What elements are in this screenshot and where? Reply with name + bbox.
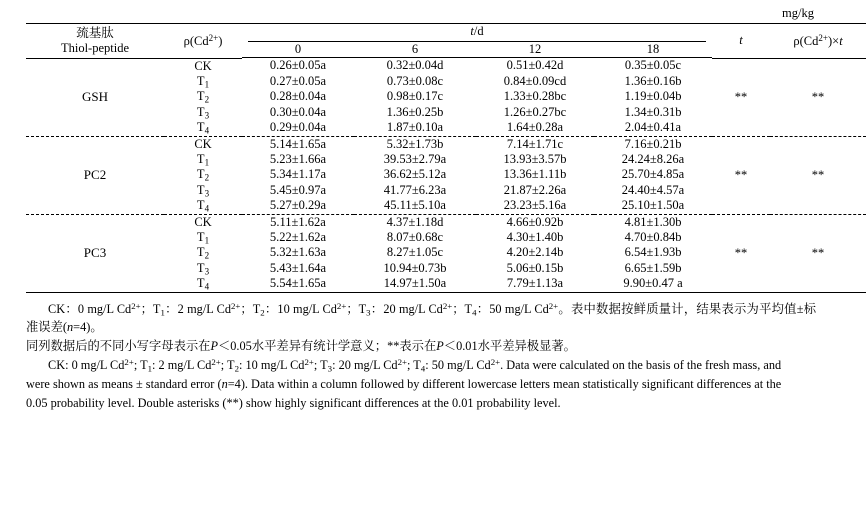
cell-value: 5.43±1.64a <box>269 260 327 275</box>
cell-value: 13.93±3.57b <box>503 151 567 166</box>
cell-value: 5.45±0.97a <box>269 182 327 197</box>
header-row-1 <box>26 24 866 43</box>
bottom-rule-row <box>26 292 866 293</box>
cell-value: 45.11±5.10a <box>384 198 446 213</box>
treatment-label: $T_3$ <box>196 260 210 277</box>
cell-value: 6.54±1.93b <box>624 245 682 260</box>
cell-value: 0.51±0.42d <box>506 58 564 73</box>
header-day-12: 12 <box>476 42 594 58</box>
cell-value: 4.30±1.40b <box>506 229 564 244</box>
cell-value: 10.94±0.73b <box>383 260 447 275</box>
cell-value: 39.53±2.79a <box>383 151 447 166</box>
cell-value: 24.24±8.26a <box>621 151 685 166</box>
cell-value: 1.26±0.27bc <box>503 104 567 119</box>
t-significance-pc3: ** <box>734 245 748 260</box>
group-label-pc2: PC2 <box>83 167 107 183</box>
table-row <box>26 58 866 74</box>
cell-value: 0.27±0.05a <box>269 73 327 88</box>
note-en-line2: were shown as means ± standard error (n=4). Data within a column followed by different lowercase letters mean statistically significant differences at the <box>26 377 782 392</box>
cell-value: 25.70±4.85a <box>621 167 685 182</box>
cell-value: 9.90±0.47 a <box>594 276 712 292</box>
cell-value: 5.27±0.29a <box>269 198 327 213</box>
unit-label: mg/kg <box>782 6 814 20</box>
cell-value: 0.32±0.04d <box>386 58 444 73</box>
treatment-label: $T_2$ <box>196 167 210 183</box>
group-label-pc3: PC3 <box>83 245 107 261</box>
cell-value: 7.14±1.71c <box>506 136 564 151</box>
header-concentration: $\rho(Cd^{2+})$ <box>164 24 242 58</box>
cell-value: 5.14±1.65a <box>269 136 327 151</box>
cell-value: 5.32±1.63a <box>269 245 327 260</box>
header-thiol-peptide-en: Thiol-peptide <box>60 40 130 55</box>
interaction-significance-gsh: ** <box>811 89 825 104</box>
cell-value: 2.04±0.41a <box>624 120 682 135</box>
cell-value: 7.16±0.21b <box>624 136 682 151</box>
treatment-label: $T_3$ <box>196 182 210 199</box>
cell-value: 0.28±0.04a <box>269 89 327 104</box>
interaction-significance-pc3: ** <box>811 245 825 260</box>
cell-value: 6.65±1.59b <box>624 260 682 275</box>
treatment-label: $T_4$ <box>196 120 210 136</box>
cell-value: 0.35±0.05c <box>624 58 682 73</box>
cell-value: 25.10±1.50a <box>621 198 685 213</box>
treatment-label: $T_2$ <box>196 89 210 105</box>
cell-value: 1.34±0.31b <box>624 104 682 119</box>
header-t-stat: t <box>712 24 770 58</box>
cell-value: 41.77±6.23a <box>383 182 447 197</box>
treatment-label: $T_1$ <box>196 73 210 90</box>
t-significance-gsh: ** <box>734 89 748 104</box>
cell-value: 21.87±2.26a <box>503 182 567 197</box>
cell-value: 4.66±0.92b <box>506 214 564 229</box>
cell-value: 1.33±0.28bc <box>503 89 567 104</box>
cell-value: 0.84±0.09cd <box>503 73 567 88</box>
data-table <box>26 23 866 293</box>
header-thiol-peptide-cn: 巯基肽 <box>76 25 114 40</box>
cell-value: 5.34±1.17a <box>269 167 327 182</box>
note-cn-line1: CK：0 mg/L $Cd^{2+}$；$T_1$：2 mg/L $Cd^{2+}$；$T_2$：10 mg/L $Cd^{2+}$；$T_3$：20 mg/L $Cd^{2+}$；$T_4$：50 mg/L $Cd^{2+}$。表中数据按鲜质量计，结果表示为平均值±标准误差(n=4)。 <box>26 301 817 335</box>
cell-value: 1.36±0.25b <box>386 104 444 119</box>
treatment-label: $T_1$ <box>196 229 210 246</box>
cell-value: 36.62±5.12a <box>383 167 447 182</box>
header-day-18: 18 <box>594 42 712 58</box>
cell-value: 4.20±2.14b <box>506 245 564 260</box>
header-thiol-peptide <box>26 24 164 58</box>
table-notes <box>26 300 816 412</box>
cell-value: 1.64±0.28a <box>506 120 564 135</box>
cell-value: 8.07±0.68c <box>386 229 444 244</box>
cell-value: 1.19±0.04b <box>624 89 682 104</box>
cell-value: 0.73±0.08c <box>386 73 444 88</box>
cell-value: 5.23±1.66a <box>269 151 327 166</box>
table-body <box>26 58 866 293</box>
cell-value: 0.26±0.05a <box>269 58 327 73</box>
treatment-label: $T_4$ <box>196 198 210 214</box>
cell-value: 5.11±1.62a <box>270 214 326 229</box>
cell-value: 0.98±0.17c <box>386 89 444 104</box>
group-label-gsh: GSH <box>81 89 108 105</box>
header-day-0: 0 <box>242 42 354 58</box>
cell-value: 5.54±1.65a <box>242 276 354 292</box>
note-cn-line2: 同列数据后的不同小写字母表示在P＜0.05水平差异有统计学意义；**表示在P＜0.01水平差异极显著。 <box>26 338 576 353</box>
cell-value: 4.81±1.30b <box>624 214 682 229</box>
cell-value: 1.87±0.10a <box>386 120 444 135</box>
cell-value: 4.70±0.84b <box>624 229 682 244</box>
treatment-label: $T_4$ <box>164 276 242 292</box>
cell-value: 14.97±1.50a <box>354 276 476 292</box>
cell-value: 24.40±4.57a <box>621 182 685 197</box>
cell-value: 1.36±0.16b <box>624 73 682 88</box>
note-en-line1: CK: 0 mg/L $Cd^{2+}$; $T_1$: 2 mg/L $Cd^{2+}$; $T_2$: 10 mg/L $Cd^{2+}$; $T_3$: 20 mg/L $Cd^{2+}$; $T_4$: 50 mg/L $Cd^{2+}$. Data were calculated on the basis of the fresh mass, and <box>48 357 782 374</box>
cell-value: 4.37±1.18d <box>386 214 444 229</box>
treatment-label: CK <box>194 58 212 73</box>
cell-value: 7.79±1.13a <box>476 276 594 292</box>
header-day-6: 6 <box>354 42 476 58</box>
cell-value: 5.22±1.62a <box>269 229 327 244</box>
cell-value: 5.06±0.15b <box>506 260 564 275</box>
cell-value: 0.30±0.04a <box>269 104 327 119</box>
table-row <box>26 214 866 230</box>
cell-value: 5.32±1.73b <box>386 136 444 151</box>
interaction-significance-pc2: ** <box>811 167 825 182</box>
table-row <box>26 136 866 152</box>
treatment-label: $T_1$ <box>196 151 210 168</box>
treatment-label: CK <box>194 214 212 229</box>
table-header <box>26 24 866 59</box>
treatment-label: $T_3$ <box>196 104 210 121</box>
cell-value: 8.27±1.05c <box>386 245 444 260</box>
cell-value: 0.29±0.04a <box>269 120 327 135</box>
cell-value: 13.36±1.11b <box>503 167 567 182</box>
treatment-label: CK <box>194 136 212 151</box>
t-significance-pc2: ** <box>734 167 748 182</box>
cell-value: 23.23±5.16a <box>503 198 567 213</box>
header-interaction: $\rho(Cd^{2+})\times t$ <box>770 24 866 58</box>
header-time-group: t/d <box>242 24 712 43</box>
treatment-label: $T_2$ <box>196 245 210 261</box>
note-en-line3: 0.05 probability level. Double asterisks (**) show highly significant differences at the 0.01 probability level. <box>26 395 561 410</box>
